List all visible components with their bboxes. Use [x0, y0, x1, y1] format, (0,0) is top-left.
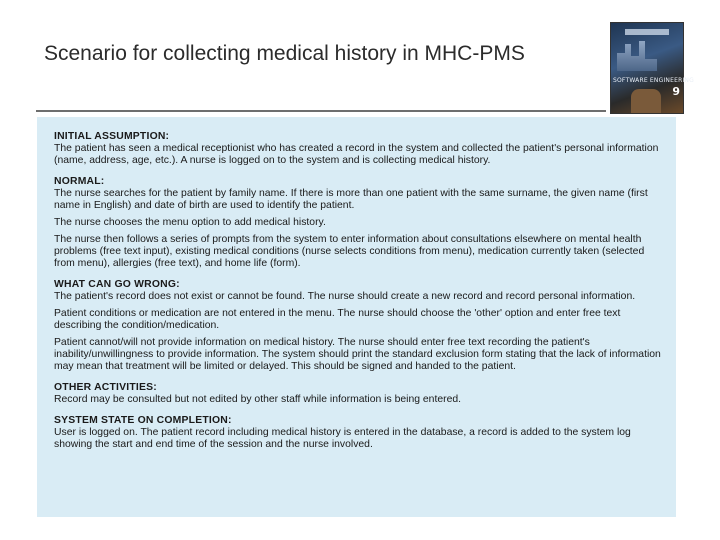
section-paragraph: The nurse searches for the patient by family name. If there is more than one patient with the same surname, the given name (first name in English) and date of birth are used to identify the patient.: [54, 188, 648, 211]
book-cover-edition: 9: [672, 85, 680, 98]
section-other-activities: [54, 382, 666, 406]
book-cover-title: SOFTWARE ENGINEERING: [613, 77, 694, 84]
section-heading: SYSTEM STATE ON COMPLETION:: [54, 415, 232, 426]
book-cover-banner: [625, 29, 669, 35]
book-cover-person-graphic: [631, 89, 661, 113]
section-heading: INITIAL ASSUMPTION:: [54, 131, 170, 142]
book-cover-city-graphic: [617, 41, 657, 71]
section-paragraph: Patient cannot/will not provide information on medical history. The nurse should enter free text recording the patient's inability/unwillingness to provide information. The system should print the standard exclusion form stating that the lack of information may mean that treatment will be limited or delayed. This should be signed and handed to the patient.: [54, 337, 661, 372]
section-paragraph: User is logged on. The patient record including medical history is entered in the database, a record is added to the system log showing the start and end time of the session and the nurse involved.: [54, 427, 631, 450]
section-system-state-on-completion: [54, 415, 666, 451]
title-divider: [36, 110, 606, 112]
section-paragraph: The nurse chooses the menu option to add medical history.: [54, 217, 326, 228]
section-paragraph: Patient conditions or medication are not entered in the menu. The nurse should choose the 'other' option and enter free text describing the condition/medication.: [54, 308, 621, 331]
slide-title: Scenario for collecting medical history in MHC-PMS: [44, 42, 525, 65]
section-paragraph: The nurse then follows a series of prompts from the system to enter information about consultations elsewhere on mental health problems (free text input), existing medical conditions (nurse selects conditions from menu), medication currently taken (selected from menu), allergies (free text), and home life (form).: [54, 234, 645, 269]
section-heading: WHAT CAN GO WRONG:: [54, 279, 180, 290]
section-paragraph: The patient has seen a medical receptionist who has created a record in the system and collected the patient's personal information (name, address, age, etc.). A nurse is logged on to the system and is collecting medical history.: [54, 143, 659, 166]
section-heading: NORMAL:: [54, 176, 105, 187]
section-what-can-go-wrong: [54, 279, 666, 373]
book-cover-image: [610, 22, 694, 114]
section-heading: OTHER ACTIVITIES:: [54, 382, 157, 393]
section-paragraph: Record may be consulted but not edited by other staff while information is being entered.: [54, 394, 462, 405]
section-paragraph: The patient's record does not exist or cannot be found. The nurse should create a new record and record personal information.: [54, 291, 636, 302]
section-initial-assumption: [54, 131, 666, 167]
scenario-panel: [37, 117, 676, 517]
section-normal: [54, 176, 666, 270]
